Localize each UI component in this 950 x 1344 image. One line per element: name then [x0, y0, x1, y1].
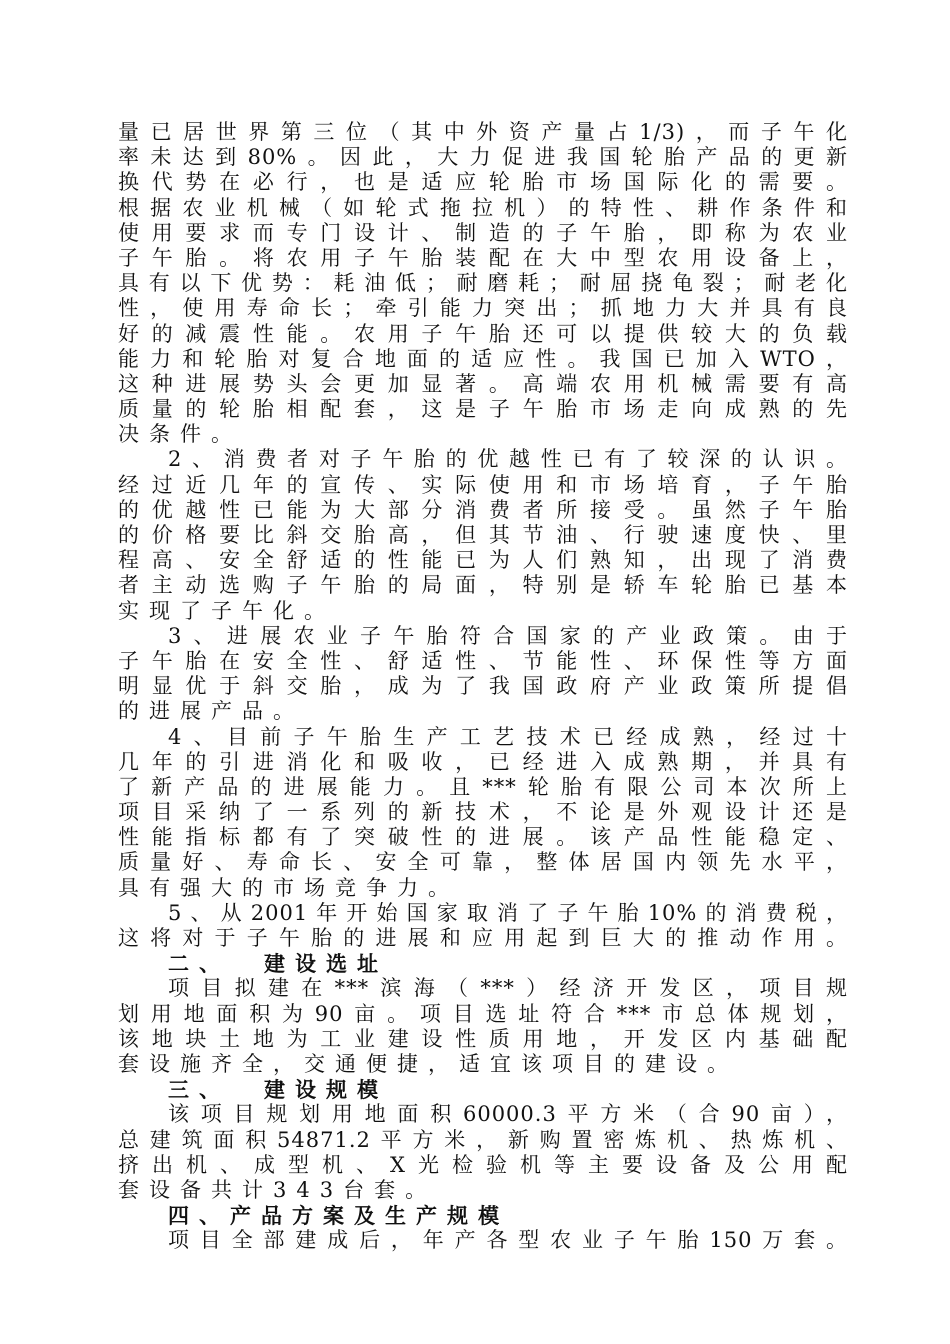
text-line: 能力和轮胎对复合地面的适应性。我国已加入WTO， — [118, 346, 848, 371]
paragraph-3-start: 3、进展农业子午胎符合国家的产业政策。由于 — [168, 623, 848, 648]
section-heading-4: 四、产品方案及生产规模 — [168, 1203, 509, 1229]
text-line: 划用地面积为90亩。项目选址符合***市总体规划， — [118, 1001, 848, 1026]
text-line: 决条件。 — [118, 422, 242, 447]
text-line: 的价格要比斜交胎高，但其节油、行驶速度快、里 — [118, 523, 848, 547]
text-line: 率未达到80%。因此，大力促进我国轮胎产品的更新 — [118, 145, 848, 170]
paragraph-product-start: 项目全部建成后，年产各型农业子午胎150万套。 — [168, 1228, 848, 1253]
text-line: 性，使用寿命长；牵引能力突出；抓地力大并具有良 — [118, 296, 848, 321]
text-line: 套设备共计343台套。 — [118, 1177, 437, 1202]
text-line: 这种进展势头会更加显著。高端农用机械需要有高 — [118, 371, 848, 396]
text-line: 子午胎在安全性、舒适性、节能性、环保性等方面 — [118, 648, 848, 673]
paragraph-4-start: 4、目前子午胎生产工艺技术已经成熟，经过十 — [168, 724, 848, 749]
text-line: 具有强大的市场竞争力。 — [118, 875, 459, 900]
paragraph-5-start: 5、从2001年开始国家取消了子午胎10%的消费税， — [168, 900, 848, 925]
text-line: 套设施齐全，交通便捷，适宜该项目的建设。 — [118, 1051, 738, 1076]
text-line: 程高、安全舒适的性能已为人们熟知，出现了消费 — [118, 548, 848, 573]
text-line: 量已居世界第三位（其中外资产量占1/3)，而子午化 — [118, 120, 848, 144]
paragraph-scale-start: 该项目规划用地面积60000.3平方米（合90亩）， — [168, 1102, 848, 1127]
text-line: 子午胎。将农用子午胎装配在大中型农用设备上， — [118, 245, 848, 270]
text-line: 几年的引进消化和吸收，已经进入成熟期，并具有 — [118, 749, 848, 774]
text-line: 根据农业机械（如轮式拖拉机）的特性、耕作条件和 — [118, 195, 848, 220]
text-line: 具有以下优势：耗油低；耐磨耗；耐屈挠龟裂；耐老化 — [118, 271, 848, 296]
text-line: 性能指标都有了突破性的进展。该产品性能稳定、 — [118, 825, 848, 850]
text-line: 质量的轮胎相配套，这是子午胎市场走向成熟的先 — [118, 397, 848, 422]
document-body — [118, 120, 848, 1253]
text-line: 者主动选购子午胎的局面，特别是轿车轮胎已基本 — [118, 573, 848, 598]
paragraph-location-start: 项目拟建在***滨海（***）经济开发区，项目规 — [168, 976, 848, 1001]
text-line: 该地块土地为工业建设性质用地，开发区内基础配 — [118, 1026, 848, 1051]
section-heading-3: 三、 建设规模 — [168, 1077, 388, 1103]
text-line: 了新产品的进展能力。且***轮胎有限公司本次所上 — [118, 774, 848, 799]
text-line: 项目采纳了一系列的新技术，不论是外观设计还是 — [118, 800, 848, 825]
text-line: 总建筑面积54871.2平方米，新购置密炼机、热炼机、 — [118, 1127, 848, 1152]
text-line: 这将对于子午胎的进展和应用起到巨大的推动作用。 — [118, 926, 848, 950]
text-line: 挤出机、成型机、X光检验机等主要设备及公用配 — [118, 1152, 848, 1177]
text-line: 使用要求而专门设计、制造的子午胎，即称为农业 — [118, 220, 848, 245]
text-line: 质量好、寿命长、安全可靠，整体居国内领先水平， — [118, 850, 848, 875]
paragraph-2-start: 2、消费者对子午胎的优越性已有了较深的认识。 — [168, 447, 848, 472]
text-line: 的优越性已能为大部分消费者所接受。虽然子午胎 — [118, 497, 848, 522]
text-line: 的进展产品。 — [118, 699, 304, 724]
text-line: 好的减震性能。农用子午胎还可以提供较大的负载 — [118, 321, 848, 346]
text-line: 换代势在必行，也是适应轮胎市场国际化的需要。 — [118, 170, 848, 195]
section-heading-2: 二、 建设选址 — [168, 951, 388, 977]
text-line: 实现了子午化。 — [118, 598, 335, 623]
text-line: 经过近几年的宣传、实际使用和市场培育，子午胎 — [118, 472, 848, 497]
text-line: 明显优于斜交胎，成为了我国政府产业政策所提倡 — [118, 674, 848, 699]
